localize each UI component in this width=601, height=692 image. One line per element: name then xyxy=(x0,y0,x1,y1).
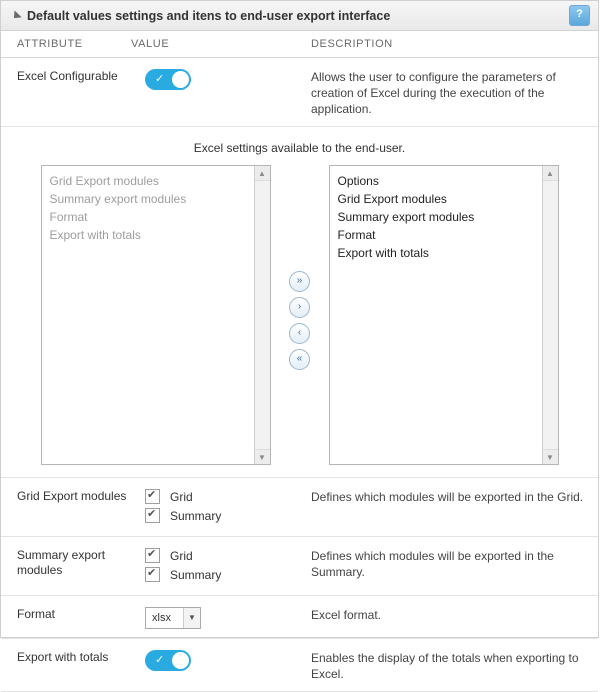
description-summary-export-modules: Defines which modules will be exported in the Summary. xyxy=(311,549,554,579)
scroll-down-icon[interactable]: ▼ xyxy=(255,449,270,464)
column-header-value: VALUE xyxy=(131,38,170,50)
label-grid-export-modules: Grid Export modules xyxy=(17,489,127,503)
dual-list-caption: Excel settings available to the end-user. xyxy=(193,141,406,155)
toggle-check-icon: ✓ xyxy=(155,73,165,85)
label-export-with-totals: Export with totals xyxy=(17,650,109,664)
checkbox-label: Grid xyxy=(170,548,193,563)
move-left-button[interactable]: ‹ xyxy=(289,323,310,344)
checkbox-summary-export-grid[interactable] xyxy=(145,548,160,563)
label-summary-export-modules: Summary export modules xyxy=(17,548,106,577)
selected-list-scrollbar[interactable] xyxy=(542,166,558,464)
list-item[interactable]: Format xyxy=(337,228,376,242)
column-header-attribute: ATTRIBUTE xyxy=(17,38,83,50)
row-excel-configurable xyxy=(1,58,598,127)
row-grid-export-modules xyxy=(1,478,598,537)
dual-list-container xyxy=(1,165,598,465)
cell-excel-configurable-value xyxy=(131,69,311,93)
checkbox-label: Summary xyxy=(170,508,222,523)
checkbox-label: Summary xyxy=(170,567,222,582)
checkbox-grid-export-summary[interactable] xyxy=(145,508,160,523)
toggle-knob xyxy=(172,652,189,669)
checkbox-row-summary xyxy=(145,567,311,582)
toggle-check-icon: ✓ xyxy=(155,654,165,666)
list-item[interactable]: Format xyxy=(49,210,88,224)
list-item[interactable]: Export with totals xyxy=(337,246,429,260)
move-right-button[interactable]: › xyxy=(289,297,310,318)
triangle-collapse-icon[interactable] xyxy=(10,10,21,21)
description-export-with-totals: Enables the display of the totals when exporting to Excel. xyxy=(311,651,579,681)
description-format: Excel format. xyxy=(311,608,382,622)
selected-items-list xyxy=(330,166,558,268)
list-group-label: Options xyxy=(337,174,379,188)
column-header-row xyxy=(1,31,598,58)
checkbox-row-grid xyxy=(145,548,311,563)
row-export-with-totals xyxy=(1,639,598,692)
toggle-excel-configurable[interactable] xyxy=(145,69,191,90)
list-item[interactable]: Grid Export modules xyxy=(49,174,159,188)
checkbox-row-grid xyxy=(145,489,311,504)
cell-grid-export-modules-value xyxy=(131,489,311,527)
checkbox-grid-export-grid[interactable] xyxy=(145,489,160,504)
checkbox-summary-export-summary[interactable] xyxy=(145,567,160,582)
row-summary-export-modules xyxy=(1,537,598,596)
scroll-down-icon[interactable]: ▼ xyxy=(543,449,558,464)
toggle-export-with-totals[interactable] xyxy=(145,650,191,671)
selected-items-listbox[interactable] xyxy=(329,165,559,465)
format-select[interactable] xyxy=(145,607,201,629)
cell-export-with-totals-value xyxy=(131,650,311,674)
available-items-list xyxy=(42,166,270,250)
checkbox-row-summary xyxy=(145,508,311,523)
description-excel-configurable: Allows the user to configure the parameters of creation of Excel during the execution of the application. xyxy=(311,70,556,116)
available-list-scrollbar[interactable] xyxy=(254,166,270,464)
row-format xyxy=(1,596,598,639)
available-items-listbox[interactable] xyxy=(41,165,271,465)
toggle-knob xyxy=(172,71,189,88)
column-header-description: DESCRIPTION xyxy=(311,38,393,50)
help-button[interactable]: ? xyxy=(569,5,590,26)
description-grid-export-modules: Defines which modules will be exported in the Grid. xyxy=(311,490,584,504)
move-all-left-button[interactable]: « xyxy=(289,349,310,370)
list-item[interactable]: Export with totals xyxy=(49,228,141,242)
scroll-up-icon[interactable]: ▲ xyxy=(543,166,558,181)
label-format: Format xyxy=(17,607,56,621)
cell-summary-export-modules-value xyxy=(131,548,311,586)
format-select-value: xlsx xyxy=(152,612,171,624)
page-title: Default values settings and itens to end-user export interface xyxy=(27,8,391,23)
cell-format-value xyxy=(131,607,311,629)
dual-list-section xyxy=(1,127,598,478)
list-item[interactable]: Summary export modules xyxy=(49,192,187,206)
list-item[interactable]: Summary export modules xyxy=(337,210,475,224)
chevron-down-icon[interactable]: ▼ xyxy=(183,608,200,628)
panel-titlebar xyxy=(1,1,598,31)
label-excel-configurable: Excel Configurable xyxy=(17,69,118,83)
transfer-buttons xyxy=(271,165,329,370)
list-item[interactable]: Grid Export modules xyxy=(337,192,447,206)
checkbox-label: Grid xyxy=(170,489,193,504)
scroll-up-icon[interactable]: ▲ xyxy=(255,166,270,181)
move-all-right-button[interactable]: » xyxy=(289,271,310,292)
